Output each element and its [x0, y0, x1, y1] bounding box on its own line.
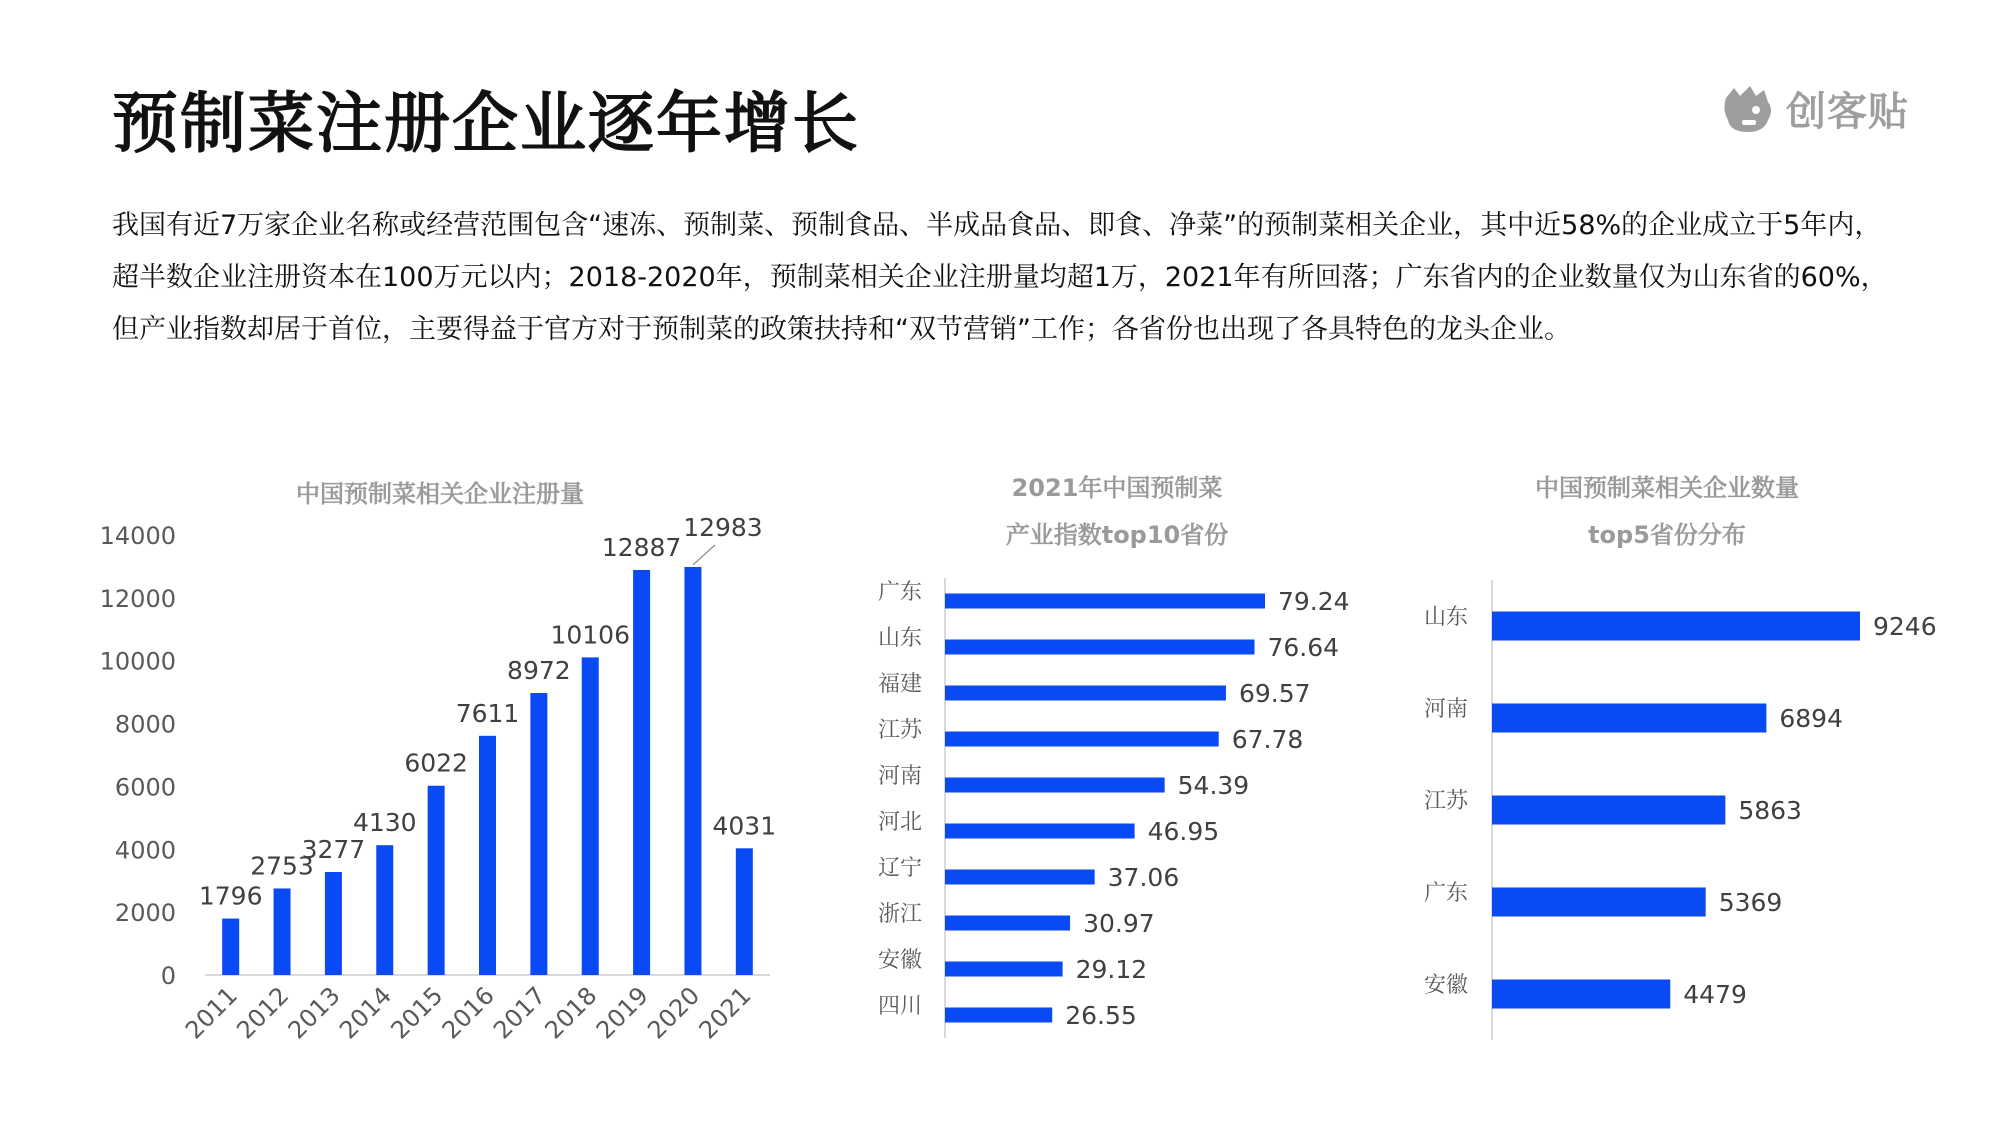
chart2-category-label: 福建 [877, 672, 922, 697]
chart1-value-label: 8972 [507, 656, 571, 686]
chart3-value-label: 5369 [1718, 888, 1783, 917]
chart3-bar [1492, 980, 1670, 1009]
chart3-category-label: 江苏 [1423, 789, 1468, 814]
chart1-value-label: 4031 [712, 811, 777, 841]
chart1-x-tick: 2020 [642, 981, 706, 1045]
chart1-bar [222, 919, 239, 975]
chart2-value-label: 69.57 [1238, 679, 1311, 708]
chart1-y-tick: 10000 [99, 647, 176, 676]
chart1-value-label: 1796 [198, 881, 263, 911]
chart3-value-label: 9246 [1873, 612, 1937, 641]
chart1-title: 中国预制菜相关企业注册量 [296, 480, 584, 508]
chart2-category-label: 河北 [877, 810, 922, 835]
chart2-bar [945, 686, 1226, 701]
chart1-x-tick: 2017 [488, 981, 552, 1045]
chart2-bar [945, 732, 1219, 747]
chart2-value-label: 37.06 [1107, 863, 1180, 892]
chart1-value-label: 4130 [352, 808, 417, 838]
chart2-bar [945, 640, 1255, 655]
chart3-category-label: 河南 [1423, 697, 1468, 722]
chart1-x-tick: 2011 [179, 981, 243, 1045]
chart1-x-tick: 2019 [590, 981, 654, 1045]
chart1-x-tick: 2018 [539, 981, 603, 1045]
chart2-category-label: 浙江 [877, 902, 922, 927]
chart1-bar [530, 693, 547, 975]
chart3-category-label: 广东 [1423, 881, 1468, 906]
logo-text: 创客贴 [1786, 88, 1909, 135]
chart1-leader-line [693, 545, 715, 565]
chart2-bar [945, 870, 1095, 885]
chart1-x-tick: 2013 [282, 981, 346, 1045]
industry-index-bar-chart [878, 474, 1350, 1038]
chart2-category-label: 四川 [877, 994, 922, 1019]
chart1-x-tick: 2015 [385, 981, 449, 1045]
chart3-bar [1492, 888, 1706, 917]
chart3-value-label: 4479 [1683, 980, 1747, 1009]
chart1-y-tick: 0 [160, 962, 176, 990]
chart2-category-label: 广东 [877, 580, 922, 605]
chart2-title-line2: 产业指数top10省份 [1005, 521, 1229, 549]
page-title: 预制菜注册企业逐年增长 [112, 85, 860, 162]
chart2-category-label: 江苏 [877, 718, 922, 743]
chart1-value-label: 10106 [550, 620, 630, 650]
enterprise-count-bar-chart [1424, 474, 1937, 1040]
chart1-y-tick: 8000 [114, 710, 176, 739]
chart2-bar [945, 916, 1070, 931]
chart2-bar [945, 824, 1135, 839]
chart1-bar [479, 736, 496, 975]
chart1-bar [274, 888, 291, 975]
chart3-title-line2: top5省份分布 [1588, 521, 1746, 549]
chart1-y-tick: 14000 [99, 522, 176, 550]
chart1-x-tick: 2014 [334, 981, 398, 1045]
chart3-title-line1: 中国预制菜相关企业数量 [1535, 474, 1799, 502]
chart1-value-label: 2753 [250, 851, 314, 881]
chart1-y-tick: 6000 [114, 773, 176, 802]
chart2-value-label: 79.24 [1278, 587, 1350, 616]
chart3-value-label: 5863 [1738, 796, 1802, 825]
chart1-value-label: 12983 [683, 512, 763, 542]
chart2-value-label: 54.39 [1177, 771, 1250, 800]
chart2-value-label: 76.64 [1267, 633, 1340, 662]
chart2-bar [945, 1008, 1052, 1023]
chart1-bar [325, 872, 342, 975]
chart2-bar [945, 594, 1265, 609]
chart1-x-tick: 2016 [436, 981, 500, 1045]
chart1-value-label: 3277 [301, 835, 366, 865]
chart1-bar [428, 786, 445, 975]
chart2-category-label: 河南 [877, 764, 922, 789]
chart1-value-label: 7611 [455, 698, 520, 728]
chart1-x-tick: 2021 [693, 981, 757, 1045]
chart2-title-line1: 2021年中国预制菜 [1011, 474, 1223, 502]
chart2-value-label: 30.97 [1083, 909, 1155, 938]
chart3-category-label: 山东 [1423, 605, 1468, 630]
chart3-bar [1492, 796, 1725, 825]
chart3-bar [1492, 704, 1766, 733]
chart2-category-label: 山东 [877, 626, 922, 651]
chart1-x-tick: 2012 [231, 981, 295, 1045]
chart2-bar [945, 778, 1165, 793]
chart2-category-label: 安徽 [877, 948, 922, 973]
chart2-value-label: 46.95 [1147, 817, 1220, 846]
intro-paragraph: 我国有近7万家企业名称或经营范围包含“速冻、预制菜、预制食品、半成品食品、即食、净菜”的预制菜相关企业，其中近58%的企业成立于5年内，超半数企业注册资本在100万元以内；2018-2020年，预制菜相关企业注册量均超1万，2021年有所回落；广东省内的企业数量仅为山东省的60%，但产业指数却居于首位，主要得益于官方对于预制菜的政策扶持和“双节营销”工作；各省份也出现了各具特色的龙头企业。 [112, 210, 1888, 345]
chart3-category-label: 安徽 [1423, 973, 1468, 998]
chart1-y-tick: 12000 [99, 584, 176, 613]
chart2-value-label: 26.55 [1065, 1001, 1137, 1030]
chart3-value-label: 6894 [1779, 704, 1844, 733]
chart1-bar [684, 567, 701, 975]
chart1-bar [633, 570, 650, 975]
chart1-bar [376, 845, 393, 975]
chart2-value-label: 29.12 [1075, 955, 1148, 984]
chart2-category-label: 辽宁 [877, 856, 922, 881]
chart1-y-tick: 2000 [114, 899, 176, 928]
chart1-bar [736, 848, 753, 975]
chart2-bar [945, 962, 1063, 977]
chart1-value-label: 6022 [404, 748, 468, 778]
chart1-bar [582, 657, 599, 975]
chart1-y-tick: 4000 [114, 836, 176, 865]
chart1-value-label: 12887 [601, 532, 682, 562]
chart2-value-label: 67.78 [1231, 725, 1304, 754]
chart3-bar [1492, 612, 1860, 641]
registration-bar-chart [100, 480, 776, 1044]
